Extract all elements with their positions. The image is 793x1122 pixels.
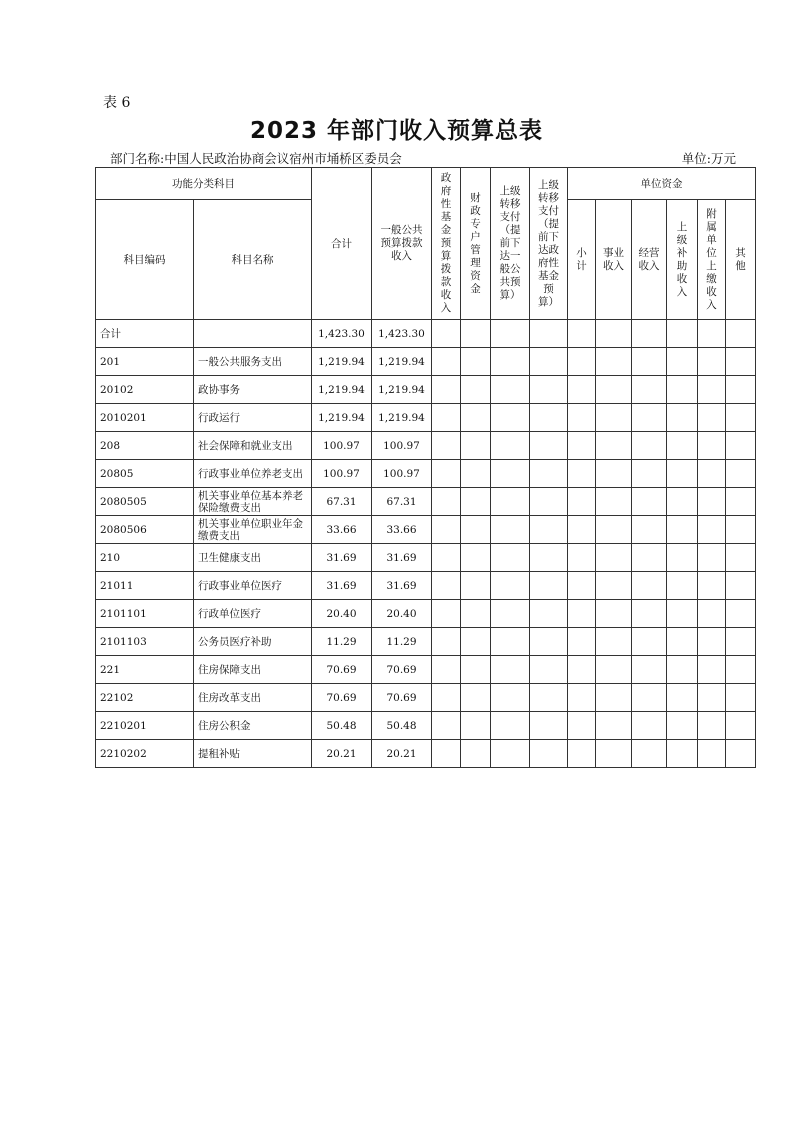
empty-cell	[698, 600, 726, 628]
empty-cell	[432, 348, 461, 376]
header-unit-funds: 单位资金	[568, 168, 756, 200]
empty-cell	[491, 460, 530, 488]
empty-cell	[726, 432, 756, 460]
row-code: 221	[96, 656, 194, 684]
empty-cell	[432, 544, 461, 572]
empty-cell	[726, 460, 756, 488]
empty-cell	[491, 432, 530, 460]
row-name: 行政事业单位医疗	[194, 572, 312, 600]
header-name: 科目名称	[194, 200, 312, 320]
row-general: 100.97	[372, 460, 432, 488]
empty-cell	[432, 376, 461, 404]
empty-cell	[432, 516, 461, 544]
empty-cell	[461, 376, 491, 404]
table-row	[96, 320, 756, 348]
empty-cell	[530, 460, 568, 488]
empty-cell	[632, 320, 667, 348]
empty-cell	[568, 404, 596, 432]
empty-cell	[667, 628, 698, 656]
empty-cell	[461, 600, 491, 628]
empty-cell	[461, 740, 491, 768]
empty-cell	[530, 348, 568, 376]
table-row	[96, 516, 756, 544]
empty-cell	[632, 516, 667, 544]
row-total: 1,219.94	[312, 404, 372, 432]
empty-cell	[461, 320, 491, 348]
row-code: 201	[96, 348, 194, 376]
empty-cell	[461, 432, 491, 460]
empty-cell	[461, 460, 491, 488]
table-row	[96, 544, 756, 572]
table-row	[96, 600, 756, 628]
budget-table	[95, 167, 756, 768]
table-row	[96, 404, 756, 432]
empty-cell	[726, 376, 756, 404]
row-general: 20.21	[372, 740, 432, 768]
table-row	[96, 348, 756, 376]
empty-cell	[667, 740, 698, 768]
empty-cell	[530, 516, 568, 544]
empty-cell	[461, 348, 491, 376]
row-total: 33.66	[312, 516, 372, 544]
row-total: 20.40	[312, 600, 372, 628]
empty-cell	[698, 320, 726, 348]
empty-cell	[568, 488, 596, 516]
empty-cell	[698, 376, 726, 404]
empty-cell	[461, 684, 491, 712]
empty-cell	[726, 516, 756, 544]
empty-cell	[698, 656, 726, 684]
empty-cell	[698, 348, 726, 376]
row-general: 1,423.30	[372, 320, 432, 348]
empty-cell	[568, 656, 596, 684]
empty-cell	[568, 712, 596, 740]
empty-cell	[596, 740, 632, 768]
row-name: 行政事业单位养老支出	[194, 460, 312, 488]
empty-cell	[461, 404, 491, 432]
row-name: 提租补贴	[194, 740, 312, 768]
empty-cell	[632, 488, 667, 516]
row-code: 22102	[96, 684, 194, 712]
empty-cell	[698, 488, 726, 516]
empty-cell	[632, 376, 667, 404]
row-name: 卫生健康支出	[194, 544, 312, 572]
header-other: 其他	[726, 200, 756, 320]
header-affiliated: 附属单位上缴收入	[698, 200, 726, 320]
empty-cell	[432, 432, 461, 460]
table-row	[96, 376, 756, 404]
table-row	[96, 656, 756, 684]
row-code: 210	[96, 544, 194, 572]
table-row	[96, 684, 756, 712]
empty-cell	[726, 488, 756, 516]
empty-cell	[596, 628, 632, 656]
row-total: 31.69	[312, 572, 372, 600]
table-row	[96, 628, 756, 656]
empty-cell	[530, 628, 568, 656]
row-name: 社会保障和就业支出	[194, 432, 312, 460]
empty-cell	[632, 600, 667, 628]
header-total: 合计	[312, 168, 372, 320]
empty-cell	[596, 460, 632, 488]
empty-cell	[432, 712, 461, 740]
row-general: 31.69	[372, 572, 432, 600]
empty-cell	[667, 572, 698, 600]
table-row	[96, 740, 756, 768]
empty-cell	[568, 740, 596, 768]
empty-cell	[530, 572, 568, 600]
row-general: 20.40	[372, 600, 432, 628]
row-code: 2210202	[96, 740, 194, 768]
row-general: 70.69	[372, 656, 432, 684]
row-general: 1,219.94	[372, 404, 432, 432]
header-subtotal: 小计	[568, 200, 596, 320]
row-code: 2080506	[96, 516, 194, 544]
empty-cell	[491, 628, 530, 656]
empty-cell	[596, 600, 632, 628]
row-general: 70.69	[372, 684, 432, 712]
empty-cell	[596, 320, 632, 348]
empty-cell	[726, 600, 756, 628]
header-subsidy: 上级补助收入	[667, 200, 698, 320]
empty-cell	[726, 572, 756, 600]
empty-cell	[726, 684, 756, 712]
empty-cell	[596, 712, 632, 740]
row-code: 20102	[96, 376, 194, 404]
row-general: 1,219.94	[372, 348, 432, 376]
empty-cell	[461, 516, 491, 544]
empty-cell	[726, 320, 756, 348]
empty-cell	[491, 320, 530, 348]
table-row	[96, 432, 756, 460]
empty-cell	[491, 516, 530, 544]
empty-cell	[698, 572, 726, 600]
row-name: 行政运行	[194, 404, 312, 432]
empty-cell	[632, 712, 667, 740]
empty-cell	[491, 488, 530, 516]
row-general: 100.97	[372, 432, 432, 460]
unit-label: 单位:万元	[681, 151, 736, 166]
empty-cell	[726, 656, 756, 684]
empty-cell	[530, 404, 568, 432]
row-total: 70.69	[312, 656, 372, 684]
row-name: 公务员医疗补助	[194, 628, 312, 656]
empty-cell	[726, 712, 756, 740]
row-code: 2101101	[96, 600, 194, 628]
empty-cell	[568, 684, 596, 712]
empty-cell	[698, 516, 726, 544]
empty-cell	[667, 376, 698, 404]
row-code: 合计	[96, 320, 194, 348]
empty-cell	[568, 628, 596, 656]
row-general: 67.31	[372, 488, 432, 516]
row-general: 33.66	[372, 516, 432, 544]
row-code: 21011	[96, 572, 194, 600]
page-title: 2023 年部门收入预算总表	[249, 118, 544, 144]
empty-cell	[632, 572, 667, 600]
empty-cell	[698, 404, 726, 432]
row-general: 1,219.94	[372, 376, 432, 404]
empty-cell	[530, 684, 568, 712]
row-code: 2101103	[96, 628, 194, 656]
empty-cell	[432, 404, 461, 432]
row-code: 2080505	[96, 488, 194, 516]
row-total: 67.31	[312, 488, 372, 516]
empty-cell	[461, 712, 491, 740]
empty-cell	[596, 488, 632, 516]
empty-cell	[530, 320, 568, 348]
empty-cell	[461, 488, 491, 516]
empty-cell	[568, 432, 596, 460]
empty-cell	[530, 600, 568, 628]
empty-cell	[698, 544, 726, 572]
empty-cell	[667, 544, 698, 572]
empty-cell	[596, 684, 632, 712]
empty-cell	[432, 600, 461, 628]
row-total: 1,219.94	[312, 348, 372, 376]
empty-cell	[632, 404, 667, 432]
empty-cell	[667, 656, 698, 684]
empty-cell	[726, 544, 756, 572]
header-code: 科目编码	[96, 200, 194, 320]
empty-cell	[568, 348, 596, 376]
row-general: 50.48	[372, 712, 432, 740]
empty-cell	[596, 432, 632, 460]
empty-cell	[632, 432, 667, 460]
row-total: 1,219.94	[312, 376, 372, 404]
header-func-group: 功能分类科目	[96, 168, 312, 200]
empty-cell	[667, 488, 698, 516]
row-name: 住房改革支出	[194, 684, 312, 712]
empty-cell	[530, 376, 568, 404]
empty-cell	[726, 740, 756, 768]
empty-cell	[596, 348, 632, 376]
row-name: 机关事业单位职业年金缴费支出	[194, 516, 312, 544]
row-general: 31.69	[372, 544, 432, 572]
empty-cell	[530, 712, 568, 740]
empty-cell	[596, 656, 632, 684]
empty-cell	[698, 712, 726, 740]
empty-cell	[491, 684, 530, 712]
table-row	[96, 488, 756, 516]
empty-cell	[632, 460, 667, 488]
empty-cell	[530, 740, 568, 768]
header-transfer-fund: 上级转移支付（提前下达政府性基金预算）	[530, 168, 568, 320]
empty-cell	[491, 712, 530, 740]
row-total: 11.29	[312, 628, 372, 656]
empty-cell	[667, 432, 698, 460]
empty-cell	[726, 404, 756, 432]
row-name: 住房保障支出	[194, 656, 312, 684]
empty-cell	[491, 740, 530, 768]
row-total: 70.69	[312, 684, 372, 712]
row-name: 一般公共服务支出	[194, 348, 312, 376]
empty-cell	[461, 544, 491, 572]
row-total: 50.48	[312, 712, 372, 740]
row-name: 机关事业单位基本养老保险缴费支出	[194, 488, 312, 516]
empty-cell	[491, 376, 530, 404]
empty-cell	[432, 488, 461, 516]
empty-cell	[596, 516, 632, 544]
empty-cell	[432, 572, 461, 600]
row-total: 100.97	[312, 460, 372, 488]
empty-cell	[432, 684, 461, 712]
empty-cell	[432, 656, 461, 684]
empty-cell	[698, 432, 726, 460]
empty-cell	[491, 572, 530, 600]
row-name: 住房公积金	[194, 712, 312, 740]
empty-cell	[568, 516, 596, 544]
empty-cell	[491, 544, 530, 572]
empty-cell	[568, 544, 596, 572]
empty-cell	[530, 432, 568, 460]
empty-cell	[698, 684, 726, 712]
empty-cell	[632, 544, 667, 572]
empty-cell	[461, 572, 491, 600]
empty-cell	[667, 460, 698, 488]
empty-cell	[491, 600, 530, 628]
empty-cell	[568, 376, 596, 404]
empty-cell	[491, 656, 530, 684]
empty-cell	[667, 712, 698, 740]
row-total: 1,423.30	[312, 320, 372, 348]
row-code: 20805	[96, 460, 194, 488]
empty-cell	[726, 628, 756, 656]
empty-cell	[632, 656, 667, 684]
empty-cell	[432, 460, 461, 488]
header-transfer-general: 上级转移支付（提前下达一般公共预算）	[491, 168, 530, 320]
empty-cell	[568, 460, 596, 488]
empty-cell	[698, 740, 726, 768]
empty-cell	[596, 404, 632, 432]
empty-cell	[568, 320, 596, 348]
row-name	[194, 320, 312, 348]
row-general: 11.29	[372, 628, 432, 656]
empty-cell	[667, 404, 698, 432]
empty-cell	[432, 740, 461, 768]
empty-cell	[530, 488, 568, 516]
empty-cell	[726, 348, 756, 376]
row-code: 2010201	[96, 404, 194, 432]
row-name: 政协事务	[194, 376, 312, 404]
empty-cell	[568, 600, 596, 628]
empty-cell	[461, 628, 491, 656]
empty-cell	[491, 348, 530, 376]
empty-cell	[596, 376, 632, 404]
table-row	[96, 572, 756, 600]
empty-cell	[667, 600, 698, 628]
empty-cell	[632, 628, 667, 656]
table-row	[96, 460, 756, 488]
empty-cell	[698, 460, 726, 488]
empty-cell	[596, 572, 632, 600]
empty-cell	[596, 544, 632, 572]
header-fin-special: 财政专户管理资金	[461, 168, 491, 320]
table-number: 表 6	[103, 95, 131, 111]
header-business: 事业收入	[596, 200, 632, 320]
department-name: 部门名称:中国人民政治协商会议宿州市埇桥区委员会	[110, 151, 402, 166]
row-total: 100.97	[312, 432, 372, 460]
row-code: 2210201	[96, 712, 194, 740]
empty-cell	[461, 656, 491, 684]
row-code: 208	[96, 432, 194, 460]
empty-cell	[530, 656, 568, 684]
empty-cell	[632, 348, 667, 376]
row-total: 20.21	[312, 740, 372, 768]
empty-cell	[667, 348, 698, 376]
empty-cell	[432, 628, 461, 656]
empty-cell	[632, 684, 667, 712]
row-total: 31.69	[312, 544, 372, 572]
empty-cell	[698, 628, 726, 656]
empty-cell	[568, 572, 596, 600]
empty-cell	[667, 516, 698, 544]
table-row	[96, 712, 756, 740]
header-operating: 经营收入	[632, 200, 667, 320]
empty-cell	[667, 684, 698, 712]
empty-cell	[632, 740, 667, 768]
empty-cell	[432, 320, 461, 348]
empty-cell	[667, 320, 698, 348]
empty-cell	[530, 544, 568, 572]
empty-cell	[491, 404, 530, 432]
header-general: 一般公共预算拨款收入	[372, 168, 432, 320]
header-gov-fund: 政府性基金预算拨款收入	[432, 168, 461, 320]
row-name: 行政单位医疗	[194, 600, 312, 628]
